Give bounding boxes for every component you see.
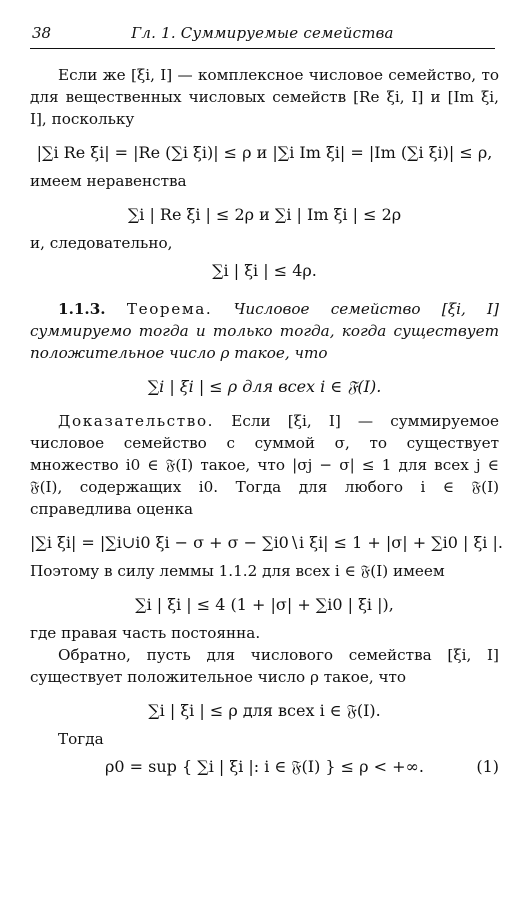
paragraph-1: Если же [ξi, I] — комплексное числовое семейство, то для вещественных числовых семейств [Re ξi, I] и [Im ξi, I], поскольку	[30, 66, 499, 128]
proof-word: Доказательство.	[58, 412, 215, 430]
formula-6: ∑i | ξi | ≤ 4 (1 + |σ| + ∑i0 | ξi |),	[135, 595, 394, 614]
page-number: 38	[32, 24, 52, 42]
theorem	[30, 298, 499, 364]
formula-5: |∑i ξi| = |∑i∪i0 ξi − σ + σ − ∑i0∖i ξi| ≤ 1 + |σ| + ∑i0 | ξi |.	[30, 533, 503, 552]
formula-7: ∑i | ξi | ≤ ρ для всех i ∈ 𝔉(I).	[148, 701, 381, 720]
paragraph-7: Обратно, пусть для числового семейства [ξi, I] существует положительное число ρ такое, что	[30, 646, 499, 686]
theorem-text: Числовое семейство [ξi, I] суммируемо тогда и только тогда, когда существует положительное число ρ такое, что	[30, 300, 499, 362]
equation-label: (1)	[476, 757, 499, 776]
theorem-number: 1.1.3.	[58, 300, 106, 318]
page-header	[30, 20, 495, 49]
formula-8	[30, 756, 499, 778]
formula-8-body: ρ0 = sup { ∑i | ξi |: i ∈ 𝔉(I) } ≤ ρ < +∞.	[105, 757, 424, 776]
paragraph-8: Тогда	[58, 730, 104, 748]
formula-1: |∑i Re ξi| = |Re (∑i ξi)| ≤ ρ и |∑i Im ξi| = |Im (∑i ξi)| ≤ ρ,	[36, 143, 493, 162]
theorem-word: Теорема.	[126, 300, 213, 318]
paragraph-3: и, следовательно,	[30, 234, 173, 252]
paragraph-5: Поэтому в силу леммы 1.1.2 для всех i ∈ 𝔉(I) имеем	[30, 562, 445, 580]
proof-text: Если [ξi, I] — суммируемое числовое семейство с суммой σ, то существует множество i0 ∈ 𝔉(I) такое, что |σj − σ| ≤ 1 для всех j ∈ 𝔉(I), содержащих i0. Тогда для любого i ∈ 𝔉(I) справедлива оценка	[30, 412, 500, 518]
formula-3: ∑i | ξi | ≤ 4ρ.	[212, 261, 317, 280]
running-title: Гл. 1. Суммируемые семейства	[131, 24, 394, 42]
paragraph-6: где правая часть постоянна.	[30, 624, 261, 642]
formula-2: ∑i | Re ξi | ≤ 2ρ и ∑i | Im ξi | ≤ 2ρ	[127, 205, 402, 224]
paragraph-2: имеем неравенства	[30, 172, 187, 190]
page-body	[30, 64, 503, 784]
proof-paragraph	[30, 410, 499, 520]
formula-4: ∑i | ξi | ≤ ρ для всех i ∈ 𝔉(I).	[147, 377, 382, 396]
